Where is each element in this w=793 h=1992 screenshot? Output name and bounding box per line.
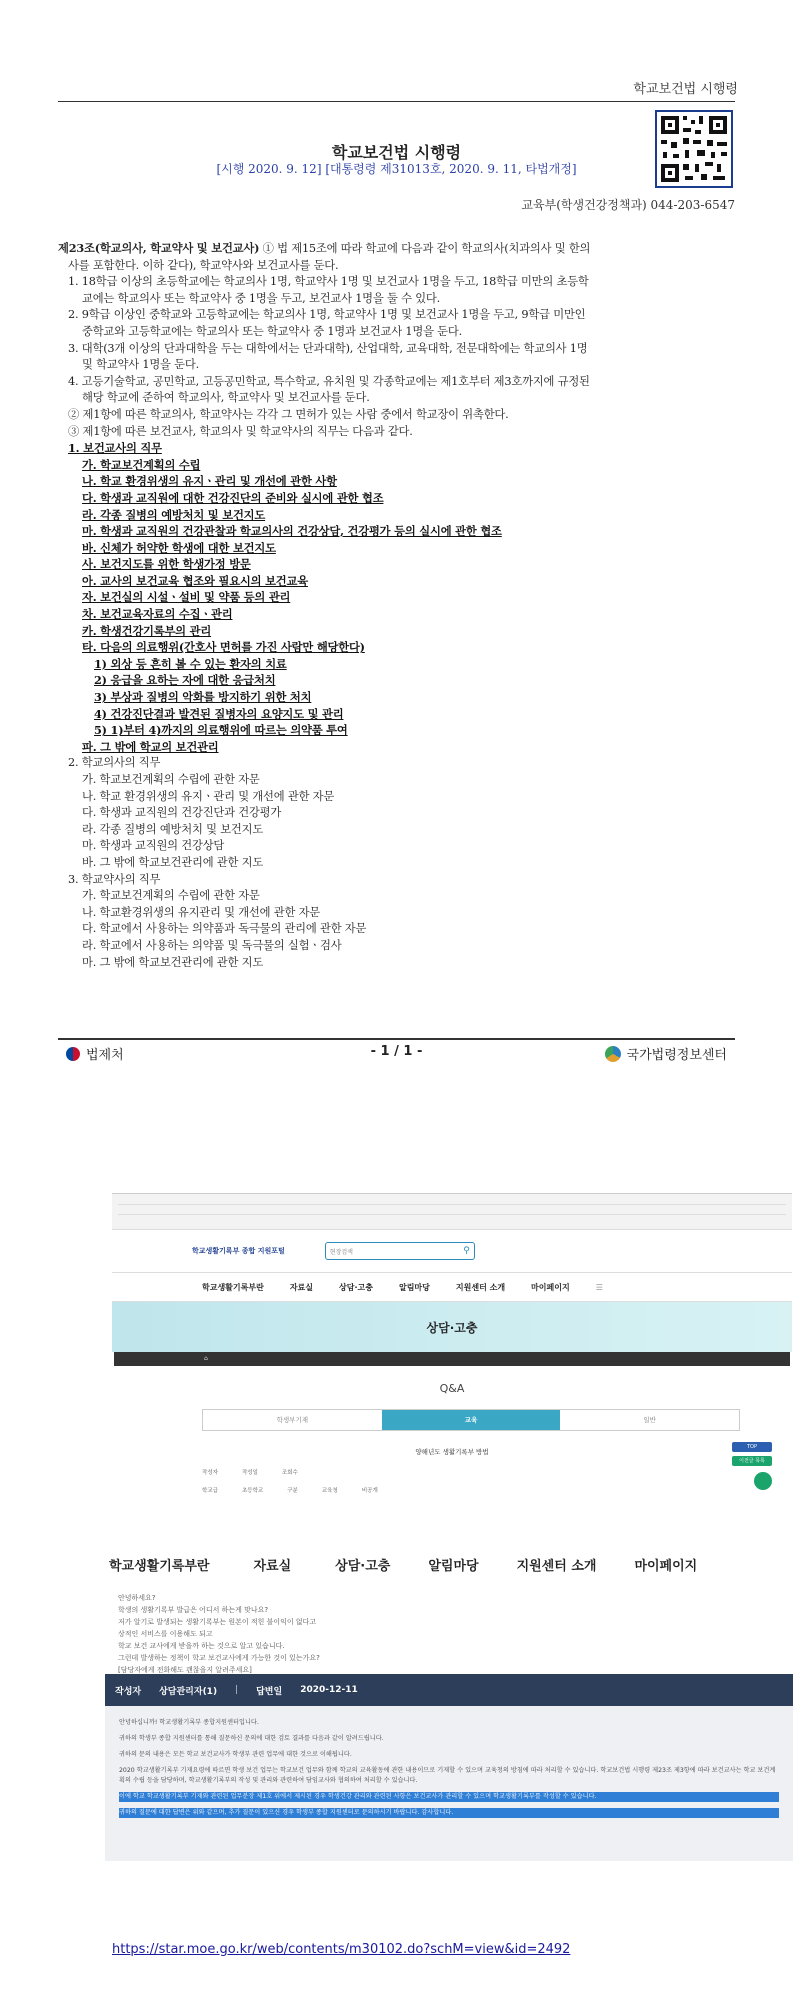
record-meta (112, 1468, 792, 1476)
large-nav-item[interactable]: 자료실 (253, 1558, 292, 1574)
search-icon[interactable]: ⚲ (463, 1246, 470, 1256)
law-line: 가. 학교보건계획의 수립 (82, 457, 201, 472)
site-nav-item[interactable]: 상담·고충 (339, 1282, 373, 1292)
law-line: 중학교와 고등학교에는 학교의사 또는 학교약사 중 1명과 보건교사 1명을 둔다. (82, 324, 462, 338)
law-line: 다. 학생과 교직원의 건강진단과 건강평가 (82, 806, 282, 820)
large-nav-item[interactable]: 알림마당 (428, 1558, 479, 1574)
law-line: 4. 고등기술학교, 공민학교, 고등공민학교, 특수학교, 유치원 및 각종학교에는 제1호부터 제3호까지에 규정된 (68, 374, 590, 388)
law-line: 5) 1)부터 4)까지의 의료행위에 따르는 의약품 투여 (94, 723, 348, 738)
source-url-link[interactable]: https://star.moe.go.kr/web/contents/m30102.do?schM=view&id=2492 (112, 1942, 571, 1957)
law-line: 1. 18학급 이상의 초등학교에는 학교의사 1명, 학교약사 1명 및 보건교사 1명을 두고, 18학급 미만의 초등학 (68, 275, 589, 289)
law-line: 4) 건강진단결과 발견된 질병자의 요양지도 및 관리 (94, 706, 344, 721)
large-nav (95, 1542, 793, 1586)
law-body (58, 240, 733, 971)
record-meta-2 (112, 1486, 792, 1494)
large-nav-item[interactable]: 마이페이지 (634, 1558, 698, 1574)
tab-record[interactable]: 학생부기재 (276, 1416, 309, 1424)
law-line: 라. 각종 질병의 예방처치 및 보건지도 (82, 507, 266, 522)
site-nav-item[interactable]: 자료실 (289, 1282, 314, 1292)
law-line: 사. 보건지도를 위한 학생가정 방문 (82, 557, 251, 572)
law-line: 나. 학교 환경위생의 유지ㆍ관리 및 개선에 관한 자문 (82, 789, 335, 803)
law-line: 1) 외상 등 흔히 볼 수 있는 환자의 치료 (94, 656, 287, 671)
law-line: 해당 학교에 준하여 학교의사, 학교약사 및 보건교사를 둔다. (82, 391, 370, 405)
question-line: 저가 알기로 발생되는 생활기록부는 원본이 적힌 불이익이 없다고 (118, 1618, 317, 1626)
question-line: [담당자에게 전화해도 괜찮을지 알려주세요] (118, 1666, 252, 1674)
footer-left-label: 법제처 (86, 1048, 124, 1063)
meta-value: 초등학교 (241, 1488, 264, 1494)
chat-icon[interactable] (754, 1472, 772, 1490)
law-line: 교에는 학교의사 또는 학교약사 중 1명을 두고, 보건교사 1명을 둘 수 있다. (82, 291, 441, 305)
meta-label: 작성자 (202, 1470, 218, 1476)
tab-general[interactable]: 일반 (643, 1416, 656, 1424)
site-nav (112, 1272, 792, 1302)
law-line: 3. 대학(3개 이상의 단과대학을 두는 대학에서는 단과대학), 산업대학, 교육대학, 전문대학에는 학교의사 1명 (68, 341, 588, 355)
site-nav-item[interactable]: 학교생활기록부란 (202, 1282, 264, 1292)
large-nav-item[interactable]: 상담·고충 (335, 1558, 391, 1574)
law-line: 및 학교약사 1명을 둔다. (82, 358, 199, 372)
law-line: 바. 신체가 허약한 학생에 대한 보건지도 (82, 540, 276, 555)
law-line: ③ 제1항에 따른 보건교사, 학교의사 및 학교약사의 직무는 다음과 같다. (68, 424, 413, 438)
law-line: 2. 학교의사의 직무 (68, 756, 161, 770)
question-line: 상적인 서비스를 이용해도 되고 (118, 1630, 213, 1638)
footer-rule (58, 1038, 735, 1040)
law-line: 마. 학생과 교직원의 건강관찰과 학교의사의 건강상담, 건강평가 등의 실시에 관한 협조 (82, 524, 502, 539)
law-line: 라. 각종 질병의 예방처치 및 보건지도 (82, 822, 264, 836)
answer-date-label: 답변일 (256, 1686, 283, 1697)
top-button[interactable]: TOP (732, 1442, 772, 1452)
tab-education[interactable]: 교육 (382, 1410, 561, 1430)
law-line: 다. 학교에서 사용하는 의약품과 독극물의 관리에 관한 자문 (82, 922, 367, 936)
answer-paragraph: 안녕하십니까! 학교생활기록부 종합지원센터입니다. (119, 1719, 259, 1726)
running-title: 학교보건법 시행령 (633, 82, 738, 97)
answer-author: 상담관리자(1) (159, 1686, 218, 1697)
law-line: 가. 학교보건계획의 수립에 관한 자문 (82, 773, 260, 786)
site-nav-item[interactable]: 지원센터 소개 (455, 1282, 506, 1292)
law-line: 마. 그 밖에 학교보건관리에 관한 지도 (82, 955, 264, 969)
meta-value: 교육청 (321, 1488, 338, 1494)
large-nav-item[interactable]: 지원센터 소개 (516, 1558, 597, 1574)
law-line: 가. 학교보건계획의 수립에 관한 자문 (82, 889, 260, 903)
law-center-logo-icon (605, 1046, 621, 1062)
department-contact: 교육부(학생건강정책과) 044-203-6547 (521, 198, 735, 212)
site-logo[interactable]: 학교생활기록부 종합 지원포털 (192, 1247, 285, 1255)
home-icon[interactable]: ⌂ (204, 1355, 208, 1362)
browser-chrome (112, 1194, 792, 1230)
answer-paragraph: 2020 학교생활기록부 기재요령에 따르면 학생 보건 업무는 학교보건 업무와 함께 학교의 교육활동에 관한 내용이므로 기재할 수 있으며 교육청의 방침에 따라 처리할 수 있습니다. 학교보건법 시행령 제23조 제3항에 따라 보건교사는 학교 보건계획의 수립 등을 담당하며, 학교생활기록부의 작성 및 관리와 관련하여 담임교사와 협의하여 처리할 수 있습니다. (119, 1767, 776, 1784)
law-line: 파. 그 밖에 학교의 보건관리 (82, 739, 219, 754)
law-line: 2) 응급을 요하는 자에 대한 응급처치 (94, 673, 276, 688)
law-line: ② 제1항에 따른 학교의사, 학교약사는 각각 그 면허가 있는 사람 중에서 학교장이 위촉한다. (68, 407, 509, 421)
search-placeholder: 현장검색 (329, 1248, 353, 1256)
menu-icon[interactable]: ☰ (595, 1282, 603, 1292)
law-line: 라. 학교에서 사용하는 의약품 및 독극물의 실험ㆍ검사 (82, 938, 342, 952)
question-line: 안녕하세요? (118, 1594, 156, 1602)
footer-right (605, 1044, 727, 1063)
header-rule (58, 101, 735, 102)
law-line: 나. 학교 환경위생의 유지ㆍ관리 및 개선에 관한 사항 (82, 474, 337, 489)
law-line: 사를 포함한다. 이하 같다), 학교약사와 보건교사를 둔다. (68, 258, 339, 272)
question-text (118, 1592, 320, 1676)
website-screenshot (112, 1193, 792, 1533)
meta-label: 조회수 (281, 1470, 298, 1476)
site-header (112, 1230, 792, 1272)
qa-tabs (202, 1409, 740, 1431)
law-line: 마. 학생과 교직원의 건강상담 (82, 839, 225, 853)
site-banner: 상담·고충 (112, 1302, 792, 1352)
site-nav-item[interactable]: 마이페이지 (531, 1282, 570, 1292)
document-title: 학교보건법 시행령 (331, 143, 462, 162)
answer-author-label: 작성자 (115, 1686, 142, 1697)
breadcrumb (114, 1352, 790, 1366)
law-line: 바. 그 밖에 학교보건관리에 관한 지도 (82, 855, 264, 869)
meta-label: 구분 (287, 1488, 298, 1494)
answer-paragraph: 귀하의 문의 내용은 모든 학교 보건교사가 학생부 관련 업무에 대한 것으로 이해됩니다. (119, 1751, 352, 1758)
answer-paragraph: 귀하의 질문에 대한 답변은 위와 같으며, 추가 질문이 있으신 경우 학생부 종합 지원센터로 문의하시기 바랍니다. 감사합니다. (119, 1808, 779, 1818)
law-line: 제23조(학교의사, 학교약사 및 보건교사) ① 법 제15조에 따라 학교에 다음과 같이 학교의사(치과의사 및 한의 (58, 241, 591, 255)
law-line: 3. 학교약사의 직무 (68, 872, 161, 886)
article-heading: 제23조(학교의사, 학교약사 및 보건교사) (58, 241, 260, 255)
answer-date: 2020-12-11 (300, 1685, 358, 1695)
meta-label: 학교급 (202, 1488, 218, 1494)
law-line: 2. 9학급 이상인 중학교와 고등학교에는 학교의사 1명, 학교약사 1명 및 보건교사 1명을 두고, 9학급 미만인 (68, 308, 586, 322)
record-title: 양해년도 생활기록부 방법 (415, 1448, 489, 1456)
question-line: 학교 보건 교사에게 받을까 하는 것으로 알고 있습니다. (118, 1642, 285, 1650)
answer-paragraph: 이에 학교 학교생활기록부 기재와 관련된 업무분장 제1호 위에서 제시된 경우 학생건강 관리와 관련된 사항은 보건교사가 관리할 수 있으며 학교생활기록부를 작성할 수 있습니다. (119, 1792, 779, 1802)
site-search-input[interactable] (325, 1242, 475, 1260)
site-nav-item[interactable]: 알림마당 (398, 1282, 430, 1292)
page-number: - 1 / 1 - (370, 1044, 423, 1059)
answer-body (105, 1706, 793, 1861)
meta-label: 작성일 (241, 1470, 258, 1476)
law-line: 다. 학생과 교직원에 대한 건강진단의 준비와 실시에 관한 협조 (82, 490, 384, 505)
law-line: 자. 보건실의 시설ㆍ설비 및 약품 등의 관리 (82, 590, 291, 605)
question-line: 그런데 발생하는 정책이 학교 보건교사에게 가능한 것이 있는가요? (118, 1654, 320, 1662)
question-line: 학생의 생활기록부 발급은 어디서 하는게 맞나요? (118, 1606, 269, 1614)
footer-right-label: 국가법령정보센터 (626, 1048, 727, 1063)
law-line: 1. 보건교사의 직무 (68, 441, 162, 456)
law-line: 아. 교사의 보건교육 협조와 필요시의 보건교육 (82, 573, 308, 588)
meta-value: 비공개 (361, 1488, 378, 1494)
law-line: 3) 부상과 질병의 악화를 방지하기 위한 처치 (94, 690, 312, 705)
law-line: 타. 다음의 의료행위(간호사 면허를 가진 사람만 해당한다) (82, 640, 365, 655)
document-subtitle: [시행 2020. 9. 12] [대통령령 제31013호, 2020. 9. 11, 타법개정] (216, 162, 577, 176)
law-line: 나. 학교환경위생의 유지관리 및 개선에 관한 자문 (82, 905, 320, 919)
large-nav-item[interactable]: 학교생활기록부란 (109, 1558, 210, 1574)
answer-header: 작성자 상담관리자(1) | 답변일 2020-12-11 (105, 1674, 793, 1706)
answer-paragraph: 귀하의 학생부 종합 지원센터를 통해 질문하신 문의에 대한 검토 결과를 다음과 같이 알려드립니다. (119, 1735, 384, 1742)
law-line: 차. 보건교육자료의 수집ㆍ관리 (82, 607, 233, 622)
list-button[interactable]: 이전글 목록 (732, 1456, 772, 1466)
law-line: 카. 학생건강기록부의 관리 (82, 623, 212, 638)
qa-title: Q&A (439, 1382, 465, 1395)
